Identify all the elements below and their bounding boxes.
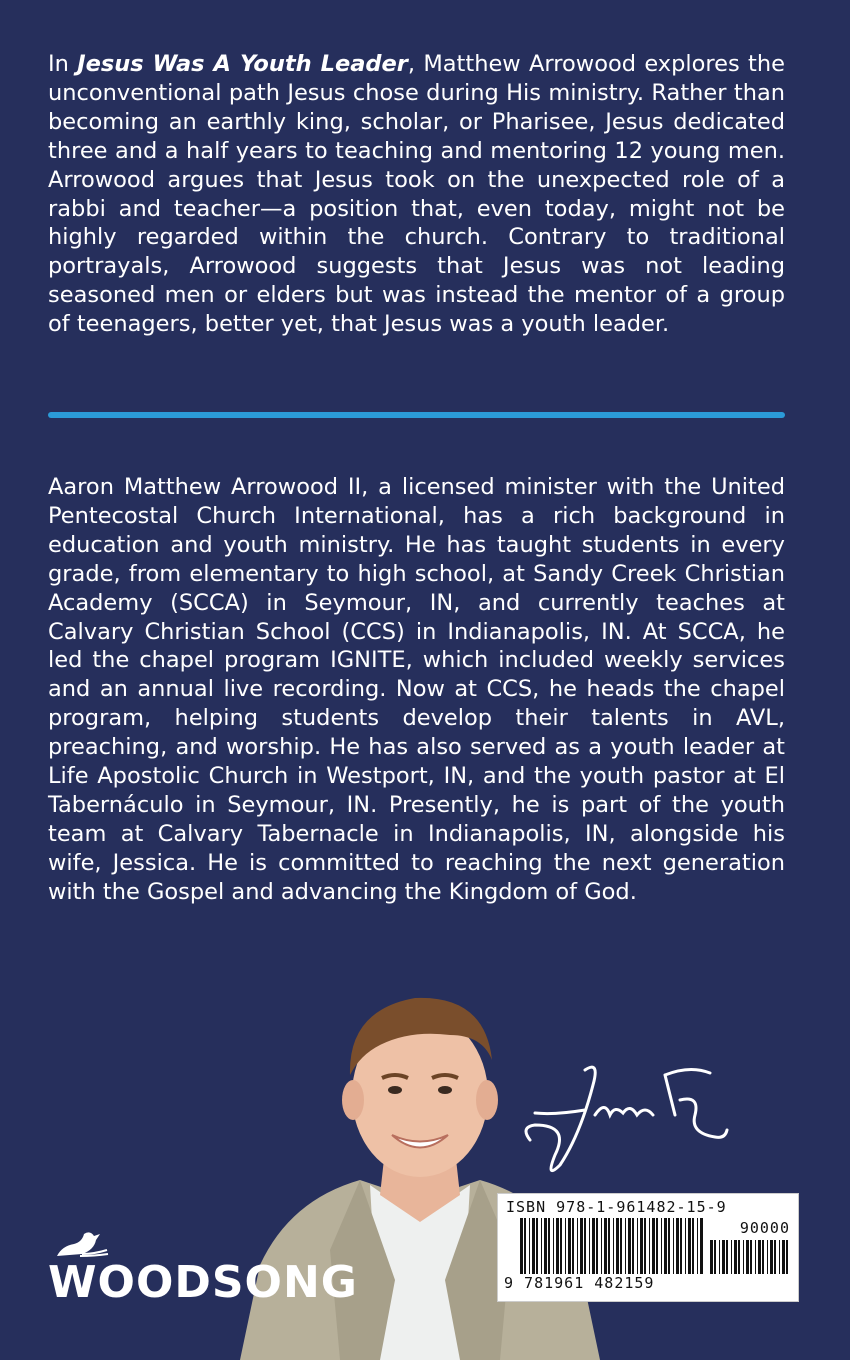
publisher-name: WOODSONG [48, 1257, 358, 1308]
barcode-bar [601, 1218, 602, 1274]
barcode-bar [604, 1218, 607, 1274]
barcode-bar [767, 1240, 768, 1274]
barcode-bar [577, 1218, 578, 1274]
barcode-bar [520, 1218, 523, 1274]
barcode-bar [743, 1240, 744, 1274]
ean-digits: 9 781961 482159 [504, 1274, 655, 1292]
barcode-bar [719, 1240, 720, 1274]
book-blurb [48, 50, 785, 339]
barcode-bar [668, 1218, 670, 1274]
barcode-bar [664, 1218, 667, 1274]
barcode-bar [649, 1218, 650, 1274]
addon-barcode-bars [710, 1240, 790, 1274]
barcode-bar [596, 1218, 598, 1274]
barcode-bar [592, 1218, 595, 1274]
barcode-bar [541, 1218, 542, 1274]
barcode-bar [608, 1218, 610, 1274]
barcode-bar [680, 1218, 682, 1274]
barcode-bar [616, 1218, 619, 1274]
author-bio: Aaron Matthew Arrowood II, a licensed minister with the United Pentecostal Church International, has a rich background in education and youth ministry. He has taught students in every grade, from elementary to high school, at Sandy Creek Christian Academy (SCCA) in Seymour, IN, and currently teaches at Calvary Christian School (CCS) in Indianapolis, IN. At SCCA, he led the chapel program IGNITE, which included weekly services and an annual live recording. Now at CCS, he heads the chapel program, helping students develop their talents in AVL, preaching, and worship. He has also served as a youth leader at Life Apostolic Church in Westport, IN, and the youth pastor at El Tabernáculo in Seymour, IN. Presently, he is part of the youth team at Calvary Tabernacle in Indianapolis, IN, alongside his wife, Jessica. He is committed to reaching the next generation with the Gospel and advancing the Kingdom of God. [48, 474, 785, 905]
barcode-bar [700, 1218, 703, 1274]
barcode-bar [580, 1218, 583, 1274]
barcode-bar [734, 1240, 737, 1274]
barcode-bar [536, 1218, 538, 1274]
barcode-bar [589, 1218, 590, 1274]
barcode-bar [572, 1218, 574, 1274]
barcode-bar [779, 1240, 780, 1274]
barcode-bar [544, 1218, 547, 1274]
barcode-bar [688, 1218, 691, 1274]
barcode-bar [560, 1218, 562, 1274]
barcode-bar [532, 1218, 535, 1274]
book-title: Jesus Was A Youth Leader [77, 51, 408, 77]
barcode-bar [770, 1240, 773, 1274]
barcode-bar [762, 1240, 764, 1274]
barcode-bar [673, 1218, 674, 1274]
barcode-bar [676, 1218, 679, 1274]
blurb-text: , Matthew Arrowood explores the unconventional path Jesus chose during His ministry. Rather than becoming an earthly king, scholar, or Pharisee, Jesus dedicated three and a half years to teaching and mentoring 12 young men. Arrowood argues that Jesus took on the unexpected role of a rabbi and teacher—a position that, even today, might not be highly regarded within the church. Contrary to traditional portrayals, Arrowood suggests that Jesus was not leading seasoned men or elders but was instead the mentor of a group of teenagers, better yet, that Jesus was a youth leader. [48, 51, 785, 338]
barcode-bar [584, 1218, 586, 1274]
barcode-bar [710, 1240, 713, 1274]
barcode-bar [661, 1218, 662, 1274]
barcode-bar [774, 1240, 776, 1274]
barcode-bar [632, 1218, 634, 1274]
barcode-bar [652, 1218, 655, 1274]
section-divider [48, 412, 785, 418]
barcode-bar [758, 1240, 761, 1274]
barcode-bar [656, 1218, 658, 1274]
barcode-bar [782, 1240, 785, 1274]
barcode-bar [726, 1240, 728, 1274]
barcode-bar [714, 1240, 716, 1274]
barcode-bar [568, 1218, 571, 1274]
barcode-bar [637, 1218, 638, 1274]
barcode-bar [625, 1218, 626, 1274]
isbn-barcode [497, 1193, 799, 1302]
barcode-bar [755, 1240, 756, 1274]
isbn-label: ISBN 978-1-961482-15-9 [506, 1198, 727, 1216]
barcode-bar [548, 1218, 550, 1274]
barcode-bar [692, 1218, 694, 1274]
barcode-bar [613, 1218, 614, 1274]
ean-barcode-bars [520, 1218, 705, 1278]
publisher-logo [48, 1228, 358, 1308]
barcode-bar [620, 1218, 622, 1274]
barcode-bar [746, 1240, 749, 1274]
barcode-bar [786, 1240, 788, 1274]
barcode-bar [731, 1240, 732, 1274]
barcode-bar [750, 1240, 752, 1274]
barcode-bar [553, 1218, 554, 1274]
blurb-prefix: In [48, 51, 78, 77]
barcode-bar [644, 1218, 646, 1274]
barcode-bar [738, 1240, 740, 1274]
woodsong-bird-icon [52, 1228, 112, 1258]
barcode-bar [529, 1218, 530, 1274]
price-addon-code: 90000 [739, 1219, 790, 1237]
barcode-bar [628, 1218, 631, 1274]
barcode-bar [556, 1218, 559, 1274]
author-signature [515, 1055, 740, 1180]
barcode-bar [524, 1218, 526, 1274]
barcode-bar [697, 1218, 698, 1274]
barcode-bar [722, 1240, 725, 1274]
barcode-bar [565, 1218, 566, 1274]
barcode-bar [685, 1218, 686, 1274]
barcode-bar [640, 1218, 643, 1274]
